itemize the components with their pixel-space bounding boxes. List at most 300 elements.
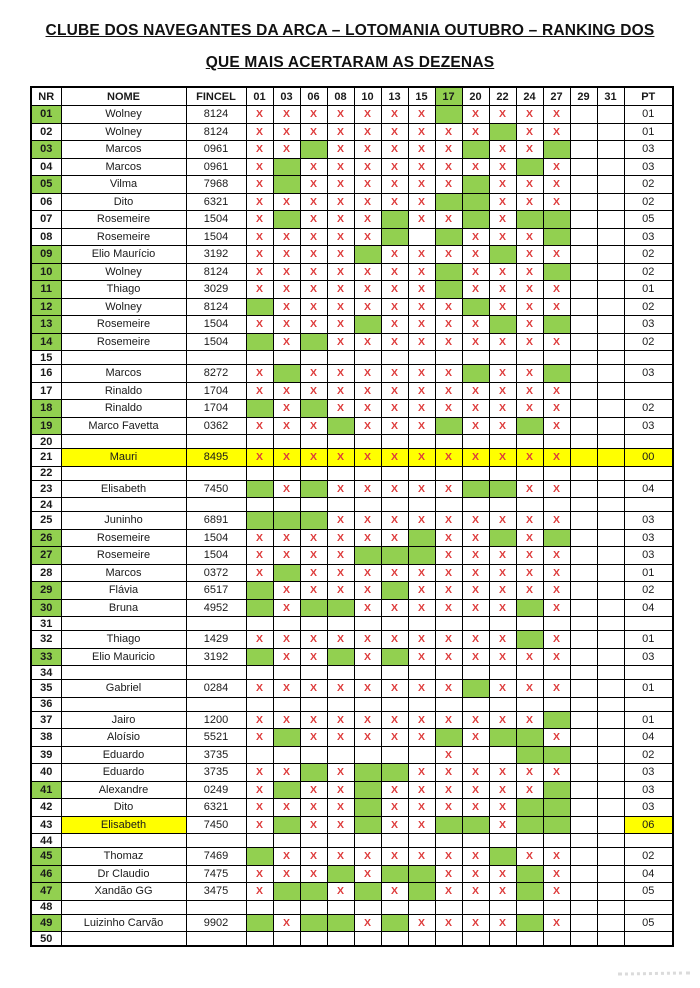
mark-cell-10 [354, 764, 381, 782]
row-number-cell: 48 [31, 900, 61, 914]
x-mark: X [255, 885, 263, 898]
row-number-cell: 43 [31, 816, 61, 834]
x-mark: X [525, 265, 533, 278]
mark-cell-17 [435, 914, 462, 932]
mark-cell-27 [543, 193, 570, 211]
mark-cell-29 [570, 263, 597, 281]
mark-cell-31 [597, 351, 624, 365]
x-mark: X [390, 850, 398, 863]
x-mark: X [498, 160, 506, 173]
x-mark: X [525, 514, 533, 527]
x-mark: X [525, 402, 533, 415]
mark-cell-10 [354, 599, 381, 617]
x-mark: X [498, 283, 506, 296]
mark-cell-15 [408, 617, 435, 631]
row-number-cell: 42 [31, 799, 61, 817]
x-mark: X [363, 160, 371, 173]
x-mark: X [336, 514, 344, 527]
mark-cell-29 [570, 498, 597, 512]
mark-cell-27 [543, 746, 570, 764]
x-mark: X [336, 818, 344, 831]
points-cell: 02 [624, 298, 673, 316]
x-mark: X [471, 650, 479, 663]
mark-cell-13 [381, 666, 408, 680]
mark-cell-27 [543, 865, 570, 883]
x-mark: X [282, 125, 290, 138]
mark-cell-10 [354, 834, 381, 848]
mark-cell-10 [354, 382, 381, 400]
mark-cell-27 [543, 883, 570, 901]
player-name-cell: Marcos [61, 365, 186, 383]
mark-cell-01 [246, 480, 273, 498]
mark-cell-15 [408, 141, 435, 159]
mark-cell-24 [516, 547, 543, 565]
x-mark: X [363, 482, 371, 495]
x-mark: X [552, 160, 560, 173]
x-mark: X [336, 766, 344, 779]
points-cell: 03 [624, 365, 673, 383]
x-mark: X [363, 195, 371, 208]
mark-cell-22 [489, 400, 516, 418]
x-mark: X [417, 850, 425, 863]
mark-cell-13 [381, 617, 408, 631]
fincel-cell: 1704 [186, 382, 246, 400]
mark-cell-15 [408, 449, 435, 467]
x-mark: X [309, 650, 317, 663]
x-mark: X [498, 402, 506, 415]
mark-cell-24 [516, 435, 543, 449]
x-mark: X [471, 885, 479, 898]
points-cell: 02 [624, 400, 673, 418]
x-mark: X [309, 633, 317, 646]
x-mark: X [552, 300, 560, 313]
mark-cell-15 [408, 631, 435, 649]
x-mark: X [363, 125, 371, 138]
row-number-cell: 14 [31, 333, 61, 351]
fincel-cell: 5521 [186, 729, 246, 747]
x-mark: X [336, 384, 344, 397]
mark-cell-15 [408, 848, 435, 866]
mark-cell-03 [273, 582, 300, 600]
header-cell-pt: PT [624, 87, 673, 106]
mark-cell-31 [597, 211, 624, 229]
mark-cell-06 [300, 816, 327, 834]
mark-cell-24 [516, 449, 543, 467]
mark-cell-10 [354, 848, 381, 866]
mark-cell-15 [408, 816, 435, 834]
mark-cell-24 [516, 848, 543, 866]
x-mark: X [309, 195, 317, 208]
x-mark: X [444, 748, 452, 761]
fincel-cell: 1504 [186, 529, 246, 547]
mark-cell-27 [543, 228, 570, 246]
mark-cell-06 [300, 176, 327, 194]
table-row-46 [31, 865, 673, 883]
mark-cell-03 [273, 865, 300, 883]
mark-cell-13 [381, 599, 408, 617]
mark-cell-10 [354, 666, 381, 680]
mark-cell-15 [408, 711, 435, 729]
mark-cell-10 [354, 298, 381, 316]
x-mark: X [498, 766, 506, 779]
mark-cell-27 [543, 466, 570, 480]
mark-cell-24 [516, 697, 543, 711]
row-number-cell: 10 [31, 263, 61, 281]
x-mark: X [498, 885, 506, 898]
x-mark: X [255, 549, 263, 562]
x-mark: X [444, 367, 452, 380]
x-mark: X [255, 143, 263, 156]
table-row-04 [31, 158, 673, 176]
player-name-cell: Dito [61, 799, 186, 817]
scan-smudge-artifact [618, 971, 690, 979]
x-mark: X [363, 419, 371, 432]
x-mark: X [444, 335, 452, 348]
mark-cell-15 [408, 547, 435, 565]
x-mark: X [417, 731, 425, 744]
mark-cell-24 [516, 298, 543, 316]
mark-cell-10 [354, 176, 381, 194]
mark-cell-29 [570, 711, 597, 729]
player-name-cell: Xandão GG [61, 883, 186, 901]
mark-cell-10 [354, 617, 381, 631]
mark-cell-06 [300, 582, 327, 600]
player-name-cell [61, 466, 186, 480]
header-cell-06: 06 [300, 87, 327, 106]
points-cell: 05 [624, 211, 673, 229]
mark-cell-08 [327, 141, 354, 159]
mark-cell-17 [435, 417, 462, 435]
mark-cell-03 [273, 228, 300, 246]
mark-cell-20 [462, 417, 489, 435]
mark-cell-17 [435, 316, 462, 334]
x-mark: X [444, 300, 452, 313]
x-mark: X [444, 713, 452, 726]
x-mark: X [363, 566, 371, 579]
mark-cell-17 [435, 529, 462, 547]
points-cell: 00 [624, 449, 673, 467]
mark-cell-01 [246, 449, 273, 467]
mark-cell-29 [570, 351, 597, 365]
x-mark: X [255, 230, 263, 243]
points-cell: 01 [624, 680, 673, 698]
mark-cell-29 [570, 400, 597, 418]
points-cell [624, 666, 673, 680]
x-mark: X [444, 584, 452, 597]
points-cell: 02 [624, 263, 673, 281]
mark-cell-03 [273, 711, 300, 729]
player-name-cell: Elisabeth [61, 480, 186, 498]
mark-cell-03 [273, 193, 300, 211]
mark-cell-15 [408, 123, 435, 141]
mark-cell-06 [300, 529, 327, 547]
mark-cell-27 [543, 158, 570, 176]
mark-cell-31 [597, 193, 624, 211]
mark-cell-06 [300, 281, 327, 299]
mark-cell-27 [543, 631, 570, 649]
mark-cell-13 [381, 176, 408, 194]
table-row-36 [31, 697, 673, 711]
fincel-cell: 6517 [186, 582, 246, 600]
mark-cell-10 [354, 417, 381, 435]
mark-cell-08 [327, 729, 354, 747]
mark-cell-08 [327, 480, 354, 498]
mark-cell-13 [381, 648, 408, 666]
mark-cell-01 [246, 400, 273, 418]
mark-cell-13 [381, 351, 408, 365]
mark-cell-29 [570, 316, 597, 334]
mark-cell-06 [300, 449, 327, 467]
player-name-cell [61, 834, 186, 848]
mark-cell-17 [435, 351, 462, 365]
x-mark: X [417, 335, 425, 348]
fincel-cell: 9902 [186, 914, 246, 932]
x-mark: X [552, 283, 560, 296]
x-mark: X [525, 766, 533, 779]
mark-cell-15 [408, 106, 435, 124]
mark-cell-03 [273, 351, 300, 365]
x-mark: X [444, 850, 452, 863]
x-mark: X [552, 248, 560, 261]
row-number-cell: 38 [31, 729, 61, 747]
x-mark: X [498, 230, 506, 243]
x-mark: X [255, 125, 263, 138]
mark-cell-08 [327, 834, 354, 848]
mark-cell-01 [246, 123, 273, 141]
x-mark: X [282, 766, 290, 779]
x-mark: X [336, 300, 344, 313]
mark-cell-29 [570, 141, 597, 159]
mark-cell-13 [381, 466, 408, 480]
player-name-cell [61, 666, 186, 680]
mark-cell-03 [273, 932, 300, 947]
mark-cell-29 [570, 529, 597, 547]
mark-cell-06 [300, 648, 327, 666]
x-mark: X [471, 601, 479, 614]
x-mark: X [498, 801, 506, 814]
mark-cell-10 [354, 932, 381, 947]
x-mark: X [552, 867, 560, 880]
mark-cell-17 [435, 141, 462, 159]
mark-cell-22 [489, 631, 516, 649]
mark-cell-31 [597, 480, 624, 498]
mark-cell-03 [273, 680, 300, 698]
x-mark: X [363, 650, 371, 663]
mark-cell-20 [462, 564, 489, 582]
player-name-cell: Bruna [61, 599, 186, 617]
x-mark: X [282, 850, 290, 863]
mark-cell-27 [543, 582, 570, 600]
mark-cell-15 [408, 316, 435, 334]
points-cell: 02 [624, 176, 673, 194]
mark-cell-06 [300, 123, 327, 141]
x-mark: X [255, 248, 263, 261]
x-mark: X [525, 300, 533, 313]
fincel-cell: 7968 [186, 176, 246, 194]
mark-cell-03 [273, 365, 300, 383]
points-cell: 03 [624, 529, 673, 547]
mark-cell-06 [300, 914, 327, 932]
x-mark: X [417, 566, 425, 579]
x-mark: X [498, 335, 506, 348]
x-mark: X [363, 633, 371, 646]
mark-cell-17 [435, 648, 462, 666]
x-mark: X [552, 125, 560, 138]
x-mark: X [552, 885, 560, 898]
mark-cell-08 [327, 564, 354, 582]
player-name-cell: Alexandre [61, 781, 186, 799]
mark-cell-13 [381, 435, 408, 449]
x-mark: X [417, 514, 425, 527]
mark-cell-22 [489, 141, 516, 159]
points-cell: 03 [624, 141, 673, 159]
mark-cell-03 [273, 746, 300, 764]
fincel-cell: 0249 [186, 781, 246, 799]
mark-cell-10 [354, 697, 381, 711]
x-mark: X [498, 451, 506, 464]
mark-cell-27 [543, 480, 570, 498]
mark-cell-17 [435, 816, 462, 834]
mark-cell-06 [300, 631, 327, 649]
x-mark: X [444, 766, 452, 779]
row-number-cell: 29 [31, 582, 61, 600]
mark-cell-17 [435, 498, 462, 512]
mark-cell-24 [516, 582, 543, 600]
mark-cell-27 [543, 365, 570, 383]
row-number-cell: 06 [31, 193, 61, 211]
x-mark: X [525, 783, 533, 796]
mark-cell-01 [246, 816, 273, 834]
mark-cell-24 [516, 799, 543, 817]
mark-cell-22 [489, 263, 516, 281]
mark-cell-31 [597, 529, 624, 547]
mark-cell-08 [327, 106, 354, 124]
mark-cell-08 [327, 900, 354, 914]
fincel-cell: 6321 [186, 799, 246, 817]
mark-cell-03 [273, 449, 300, 467]
x-mark: X [552, 766, 560, 779]
player-name-cell [61, 932, 186, 947]
points-cell: 01 [624, 106, 673, 124]
player-name-cell: Wolney [61, 298, 186, 316]
mark-cell-24 [516, 281, 543, 299]
mark-cell-10 [354, 680, 381, 698]
mark-cell-15 [408, 883, 435, 901]
mark-cell-13 [381, 848, 408, 866]
mark-cell-13 [381, 582, 408, 600]
table-row-25 [31, 512, 673, 530]
mark-cell-08 [327, 746, 354, 764]
mark-cell-08 [327, 914, 354, 932]
mark-cell-24 [516, 211, 543, 229]
mark-cell-08 [327, 449, 354, 467]
x-mark: X [282, 531, 290, 544]
mark-cell-17 [435, 382, 462, 400]
mark-cell-31 [597, 512, 624, 530]
x-mark: X [309, 783, 317, 796]
player-name-cell: Dr Claudio [61, 865, 186, 883]
mark-cell-15 [408, 764, 435, 782]
mark-cell-15 [408, 263, 435, 281]
fincel-cell: 8272 [186, 365, 246, 383]
mark-cell-10 [354, 746, 381, 764]
row-number-cell: 35 [31, 680, 61, 698]
header-cell-20: 20 [462, 87, 489, 106]
x-mark: X [417, 482, 425, 495]
x-mark: X [525, 230, 533, 243]
mark-cell-10 [354, 711, 381, 729]
points-cell: 02 [624, 746, 673, 764]
x-mark: X [444, 384, 452, 397]
x-mark: X [417, 402, 425, 415]
x-mark: X [417, 818, 425, 831]
mark-cell-24 [516, 333, 543, 351]
row-number-cell: 46 [31, 865, 61, 883]
header-cell-nome: NOME [61, 87, 186, 106]
mark-cell-06 [300, 333, 327, 351]
x-mark: X [552, 195, 560, 208]
x-mark: X [255, 283, 263, 296]
mark-cell-22 [489, 799, 516, 817]
mark-cell-29 [570, 176, 597, 194]
fincel-cell [186, 466, 246, 480]
mark-cell-15 [408, 466, 435, 480]
points-cell: 03 [624, 648, 673, 666]
header-cell-01: 01 [246, 87, 273, 106]
fincel-cell: 8124 [186, 106, 246, 124]
mark-cell-17 [435, 599, 462, 617]
mark-cell-29 [570, 298, 597, 316]
mark-cell-15 [408, 228, 435, 246]
mark-cell-06 [300, 480, 327, 498]
table-row-18 [31, 400, 673, 418]
mark-cell-27 [543, 914, 570, 932]
x-mark: X [309, 850, 317, 863]
mark-cell-13 [381, 529, 408, 547]
mark-cell-22 [489, 666, 516, 680]
header-cell-27: 27 [543, 87, 570, 106]
mark-cell-20 [462, 764, 489, 782]
mark-cell-20 [462, 631, 489, 649]
mark-cell-27 [543, 106, 570, 124]
mark-cell-27 [543, 617, 570, 631]
header-cell-13: 13 [381, 87, 408, 106]
mark-cell-01 [246, 466, 273, 480]
mark-cell-24 [516, 599, 543, 617]
fincel-cell: 1504 [186, 316, 246, 334]
player-name-cell: Thiago [61, 281, 186, 299]
mark-cell-31 [597, 400, 624, 418]
mark-cell-01 [246, 711, 273, 729]
mark-cell-24 [516, 141, 543, 159]
fincel-cell: 0961 [186, 158, 246, 176]
table-row-30 [31, 599, 673, 617]
mark-cell-03 [273, 666, 300, 680]
table-row-10 [31, 263, 673, 281]
x-mark: X [552, 451, 560, 464]
x-mark: X [471, 230, 479, 243]
mark-cell-20 [462, 729, 489, 747]
mark-cell-20 [462, 599, 489, 617]
fincel-cell [186, 900, 246, 914]
mark-cell-03 [273, 498, 300, 512]
x-mark: X [363, 867, 371, 880]
x-mark: X [255, 531, 263, 544]
x-mark: X [552, 178, 560, 191]
x-mark: X [309, 549, 317, 562]
mark-cell-27 [543, 680, 570, 698]
x-mark: X [552, 335, 560, 348]
